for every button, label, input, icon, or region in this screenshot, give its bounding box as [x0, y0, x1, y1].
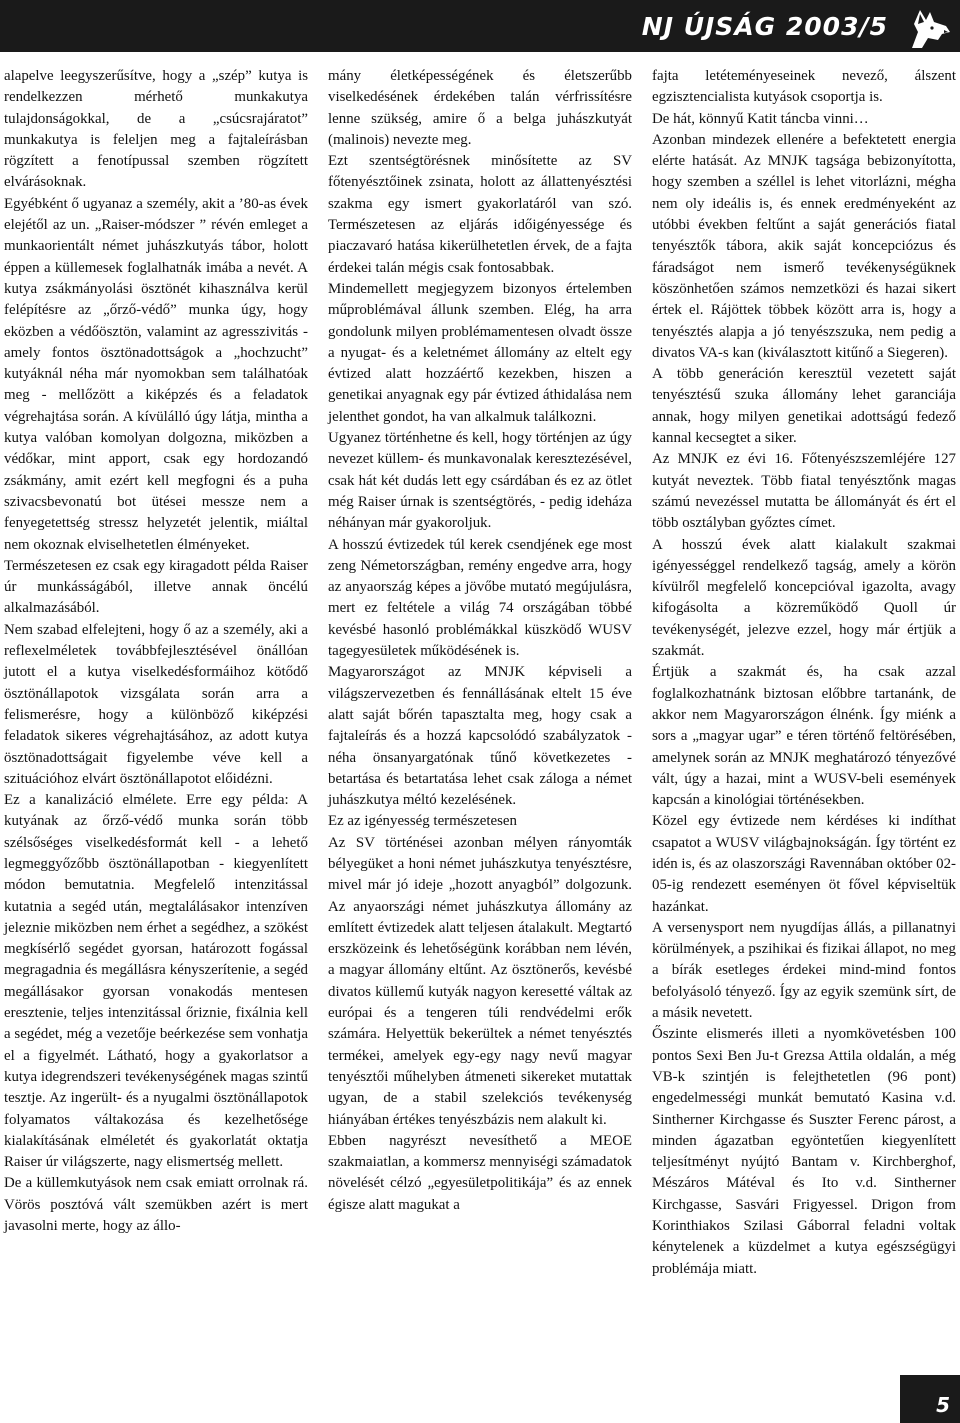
paragraph: Értjük a szakmát és, ha csak azzal foglalkozhatnánk biztosan előbbre tartanánk, de akkor nem Magyarországon élnénk. Így miénk a sors a „magyar ugar” e téren történő feltörésében, amelynek során az MNJK meghatározó tényezővé vált, úgy a hazai, mint a WUSV-beli események kapcsán a kinológiai történésekben.: [652, 664, 956, 809]
paragraph: A versenysport nem nyugdíjas állás, a pillanatnyi körülmények, a pszihikai és fizikai állapot, no meg a bírák esetleges érdekei mind-mind fontos befolyásoló tényező. Így az egyik szemünk sírt, de a másik nevetett.: [652, 919, 956, 1022]
paragraph: Ugyanez történhetne és kell, hogy történjen az úgy nevezet küllem- és munkavonalak keresztezésével, csak hát két dudás lett egy csárdában és ez az ötlet még Raiser úrnak is szentségtörés, - pedig ideháza néhányan már gyakoroljuk.: [328, 430, 632, 532]
paragraph: fajta letéteményeseinek nevező, álszent egzisztencialista kutyások csoportja is.: [652, 68, 956, 106]
article-column-2: [328, 66, 632, 1366]
paragraph: Természetesen ez csak egy kiragadott példa Raiser úr munkásságából, illetve annak öncélú alkalmazásából.: [4, 557, 308, 617]
page-number-box: [900, 1375, 960, 1423]
paragraph: Ez a kanalizáció elmélete. Erre egy példa: A kutyának az őrző-védő munka során több szélsőséges viselkedésformát kell - a lehető legmeggyőzőbb ösztönállapotban - kiegyenlített módon bemutatnia. Megfelelő intenzitással kutatnia a segéd után, megtalálásakor intenzíven jeleznie miközben nem érhet a segédhez, a szökést megkísérlő segédet gyorsan, határozott fogással megragadnia és megállásra kényszerítenie, a segéd megállásakor gyorsan vonakodás mentesen eresztenie, teljes intenzitással őriznie, fixálnia kell a segédet, még a vezetője beérkezése sem vonhatja el a figyelmét. Látható, hogy a gyakorlatsor a kutya idegrendszeri tevékenységének magas szintű tesztje. Az ingerült- és a nyugalmi ösztönállapotok folyamatos váltakozása és kezelhetősége kialakításának elméletét és gyakorlatát oktatja Raiser úr világszerte, nagy elismertség mellett.: [4, 792, 308, 1171]
paragraph: Magyarországot az MNJK képviseli a világszervezetben és fennállásának eltelt 15 éve alatt saját bőrén tapasztalta meg, hogy csak a fajtaleírás és a hozzá kapcsolódó szabályzatok - néha önsanyargatónak tűnő következetes - betartása és betartatása lehet csak záloga a német juhászkutya méltó kezelésének.: [328, 664, 632, 809]
page-title: NJ ÚJSÁG 2003/5: [641, 12, 888, 41]
paragraph: alapelve leegyszerűsítve, hogy a „szép” kutya is rendelkezzen mérhető munkakutya tulajdonságokkal, de a „csúcsrajáratot” munkakutya is feleljen meg a fajtaleírásban rögzített a fenotípussal szemben rögzített elvárásoknak.: [4, 68, 308, 191]
paragraph: Ezt szentségtörésnek minősítette az SV főtenyésztőinek zsinata, holott az állattenyésztési szakma egy ismert gyakorlatáról van szó. Természetesen az eljárás időigényessége és piaczavaró hatása kikerülhetetlen érvek, de a fajta érdekei talán mégis csak fontosabbak.: [328, 153, 632, 276]
paragraph: Az MNJK ez évi 16. Főtenyészszemléjére 127 kutyát neveztek. Több fiatal tenyésztőnk magas számú nevezéssel mutatta be állományát és ért el több osztályban győztes címet.: [652, 451, 956, 532]
page-number: 5: [936, 1393, 950, 1417]
dog-head-logo-icon: [904, 2, 954, 52]
article-column-3: [652, 66, 956, 1366]
paragraph: Az SV történései azonban mélyen rányomták bélyegüket a honi német juhászkutya tenyésztésre, mivel már jó ideje „hozott anyagból” dolgozunk. Az anyaországi német juhászkutya állomány az említett évtizedek alatt teljesen átalakult. Megtartó erszközeink és lehetőségünk korábban nem lévén, a magyar állomány eltűnt. Az ösztönerős, kevésbé divatos küllemű kutyák nagyon keresetté váltak az európai és a tengeren túli rendvédelmi erők számára. Helyettük bekerültek a német tenyésztés termékei, amelyek egy-egy nagy nevű magyar tenyésztői műhelyben átmeneti sikereket mutattak ugyan, de a stabil szelekciós tevékenység hiányában értékes tenyészbázis nem alakult ki.: [328, 834, 632, 1128]
paragraph: Őszinte elismerés illeti a nyomkövetésben 100 pontos Sexi Ben Ju-t Grezsa Attila oldalán, a még VB-k szintjén is felejthetetlen (96 pont) engedelmességi munkát bemutató Kasina v.d. Sintherner Kirchgasse és Suszter Ferenc párost, a minden ágazatban egyöntetűen kiegyenlített teljesítményt nyújtó Bantam v. Kirchberghof, Mészáros Mátéval és Ito v.d. Sintherner Kirchgasse, Sasvári Frigyessel. Drigon from Korinthiakos Szilasi Gáborral feladni voltak kénytelenek a küzdelmet a kutya egészségügyi problémája miatt.: [652, 1026, 956, 1277]
paragraph: A több generáción keresztül vezetett saját tenyésztésű szuka állomány lehet garanciája annak, hogy milyen genetikai adottságú fedező kannal kecsegtet a siker.: [652, 366, 956, 447]
paragraph: Ebben nagyrészt nevesíthető a MEOE szakmaiatlan, a kommersz mennyiségi számadatok növelését célzó „egyesületpolitikája” és az ennek égisze alatt magukat a: [328, 1132, 632, 1213]
header-bar: [0, 0, 960, 52]
paragraph: mány életképességének és életszerűbb viselkedésének érdekében talán vérfrissítésre lenne szükség, amire ő a belga juhászkutyát (malinois) nevezte meg.: [328, 68, 632, 148]
paragraph: Nem szabad elfelejteni, hogy ő az a személy, aki a reflexelméletek továbbfejlesztésével önállóan jutott el a kutya viselkedésformáihoz kötődő ösztönállapotok vizsgálata során arra a felismerésre, hogy a különböző kiképzési feladatok sikeres végrehajtásához, az adott kutya ösztönadottságait figyelembe véve kell a szituációhoz elvárt ösztönállapotot előidézni.: [4, 621, 308, 787]
paragraph: A hosszú évtizedek túl kerek csendjének ege most zeng Németországban, remény engedve arra, hogy az anyaország képes a jövőbe mutató megújulásra, mert ez feltétele a világ 74 országában többé kevésbé hasonló problémákkal küszködő WUSV tagegyesületek működésének is.: [328, 536, 632, 660]
paragraph: Közel egy évtizede nem kérdéses ki indíthat csapatot a WUSV világbajnokságán. Így történt ez idén is, és az olaszországi Ravennában október 02-05-ig rendezett eseményen öt fővel képviseltük hazánkat.: [652, 813, 956, 915]
paragraph: Azonban mindezek ellenére a befektetett energia elérte hatását. Az MNJK tagsága bebizonyította, hogy szemben a széllel is lehet vitorlázni, mégha nem oly ideális is, és ennek eredményeként az utóbbi években feltűnt a saját generációs fiatal tenyésztők tábora, akik saját koncepciózus és fáradságot nem ismerő tevékenységüknek köszönhetően számos nemzetközi és hazai sikert értek el. Rájöttek többek között arra is, hogy a tenyésztés alapja a jó tenyészszuka, nem pedig a divatos VA-s kan (kiválasztott kitűnő a Siegeren).: [652, 131, 956, 361]
article-columns: [4, 66, 956, 1366]
paragraph: Egyébként ő ugyanaz a személy, akit a ’80-as évek elejétől az un. „Raiser-módszer ” révén emleget a munkaorientált német juhászkutyás tábor, holott éppen a küllemesek foglalhatnák imába a nevét. A kutya zsákmányolási ösztönét kihasználva kerül felépítésre az „őrző-védő” munka úgy, hogy eközben a védőösztön, valamint az agresszivitás - amely fontos ösztönadottságok a „hochzucht” kutyáknál néha már nyomokban sem találhatóak meg - mellőzött a kiképzés és a feladatok végrehajtása során. A kívülálló úgy látja, mintha a kutya valóban komolyan dolgozna, miközben a védőkar, mint apport, csak egy hordozandó zsákmány, amit ezért kell megfogni és a puha szivacsbevonatú bot ütései messze nem a fenyegetettség stressz helyzetét jelentik, miáltal nem okoznak elviselhetetlen élményeket.: [4, 195, 308, 553]
article-column-1: [4, 66, 308, 1366]
paragraph: De a küllemkutyások nem csak emiatt orrolnak rá. Vörös posztóvá vált szemükben azért is mert javasolni merte, hogy az állo-: [4, 1175, 308, 1235]
paragraph: Mindemellett megjegyzem bizonyos értelemben műproblémával állunk szemben. Elég, ha arra gondolunk milyen problémamentesen olvadt össze a nyugat- és a keletnémet állomány az eltelt egy évtized alatt hozzáértő kezekben, hiszen a genetikai anyagnak egy pár évtized áthidalása nem jelenthet gondot, ha van alkalmuk találkozni.: [328, 280, 632, 425]
paragraph: Ez az igényesség természetesen: [328, 813, 517, 830]
paragraph: A hosszú évek alatt kialakult szakmai igényességgel rendelkező tagság, amely a körön kívülről megfelelő koncepcióval igazolta, avagy kifogásolta a közreműködő Quoll úr tevékenységét, jelezve ezzel, hogy már értjük a szakmát.: [652, 536, 956, 660]
paragraph: De hát, könnyű Katit táncba vinni…: [652, 110, 869, 127]
